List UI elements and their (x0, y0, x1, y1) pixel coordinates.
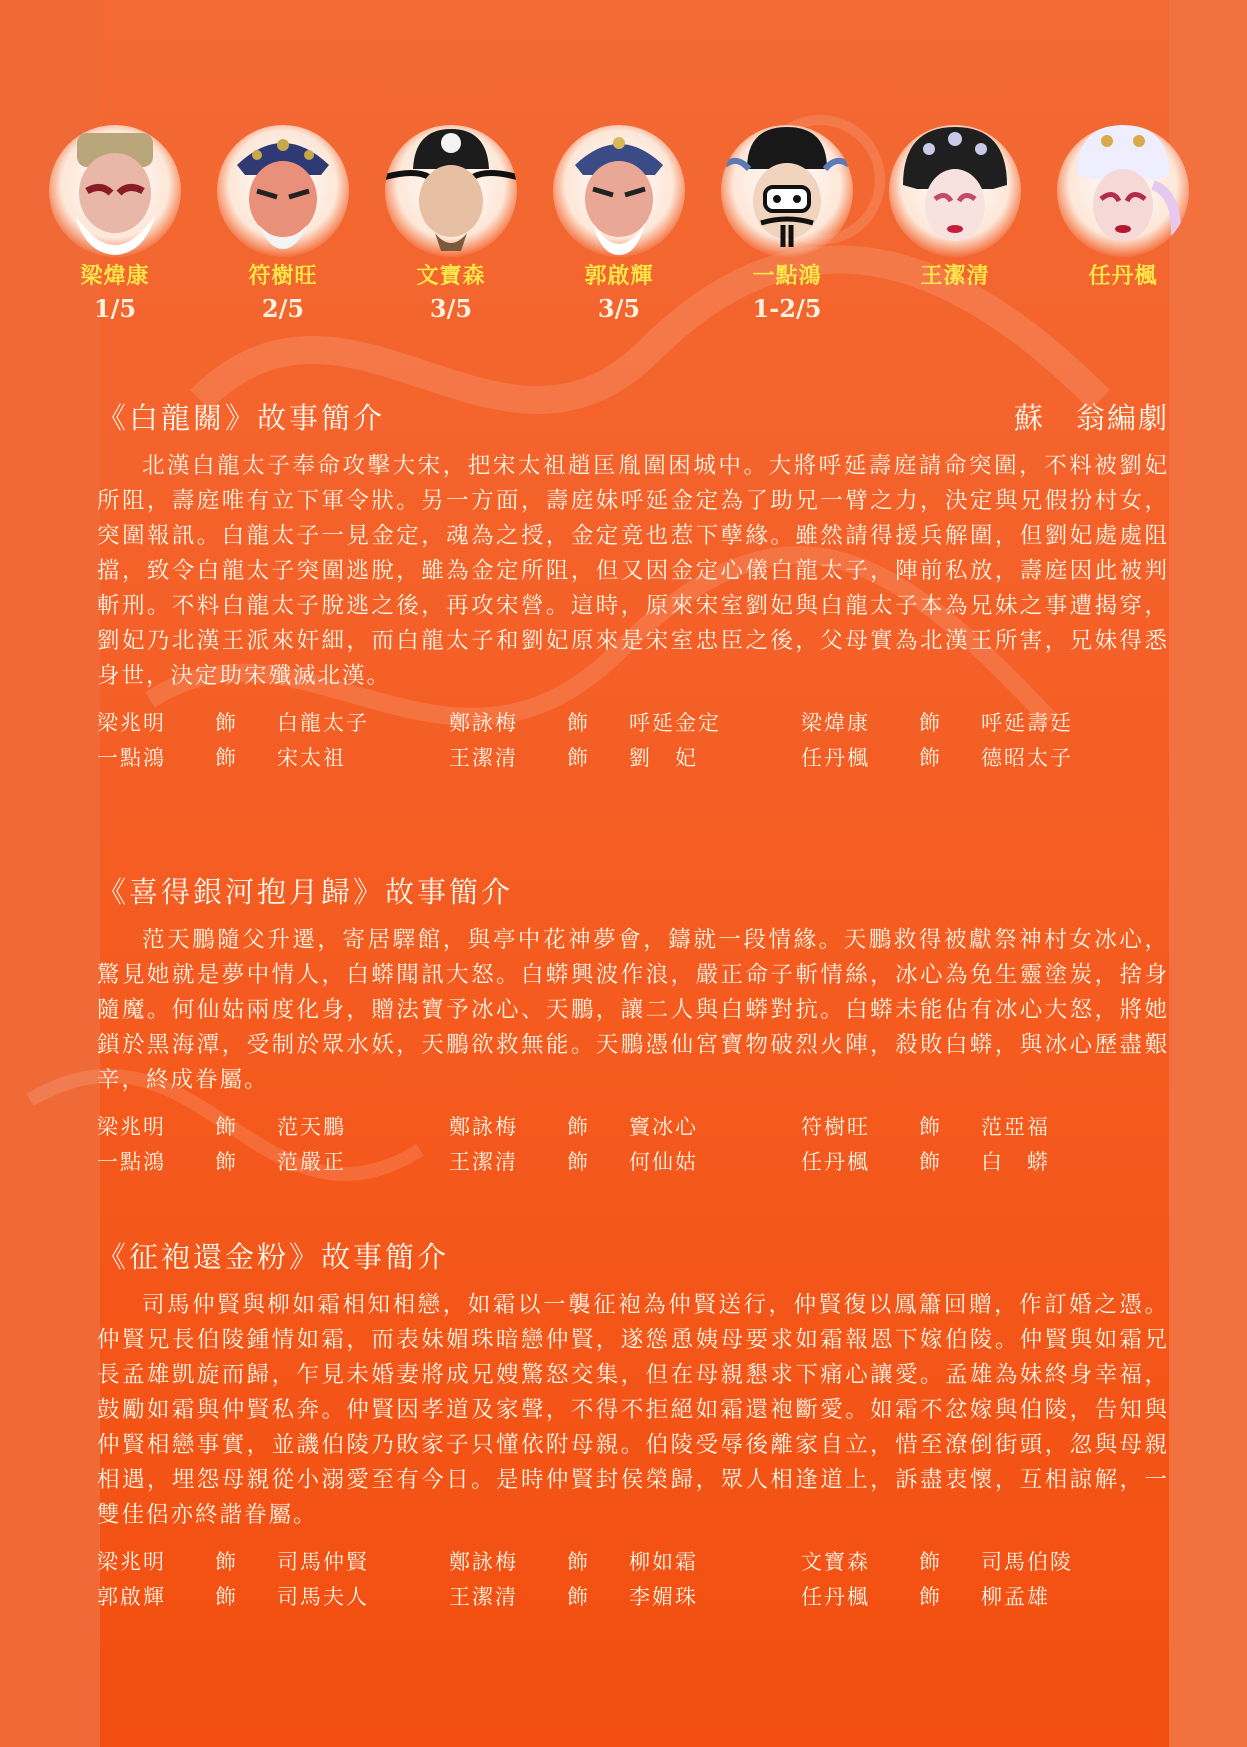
cast-actor: 符樹旺 (801, 1115, 870, 1139)
performer-date: 2/5 (261, 294, 305, 323)
cast-line (97, 741, 1169, 776)
cast-actor: 梁兆明 (97, 1550, 166, 1574)
performer-name: 文寶森 (416, 264, 486, 289)
cast-entry (97, 1545, 449, 1580)
cast-actor: 一點鴻 (97, 1150, 166, 1174)
cast-actor: 任丹楓 (801, 1150, 870, 1174)
performer-name: 任丹楓 (1088, 264, 1158, 289)
section-synopsis: 北漢白龍太子奉命攻擊大宋，把宋太祖趙匡胤圍困城中。大將呼延壽庭請命突圍，不料被劉妃所阻，壽庭唯有立下軍令狀。另一方面，壽庭妹呼延金定為了助兄一臂之力，決定與兄假扮村女，突圍報訊。白龍太子一見金定，魂為之授，金定竟也惹下孽緣。雖然請得援兵解圍，但劉妃處處阻擋，致令白龍太子突圍逃脫，雖為金定所阻，但又因金定心儀白龍太子，陣前私放，壽庭因此被判斬刑。不料白龍太子脫逃之後，再攻宋營。這時，原來宋室劉妃與白龍太子本為兄妹之事遭揭穿，劉妃乃北漢王派來奸細，而白龍太子和劉妃原來是宋室忠臣之後，父母實為北漢王所害，兄妹得悉身世，決定助宋殲滅北漢。 (97, 453, 1169, 689)
cast-role: 柳如霜 (629, 1550, 698, 1574)
cast-list (97, 706, 1169, 776)
performer-name: 梁煒康 (80, 264, 150, 289)
cast-entry (801, 1580, 1153, 1615)
cast-role: 司馬仲賢 (277, 1550, 369, 1574)
cast-verb: 飾 (919, 711, 942, 735)
cast-actor: 鄭詠梅 (449, 711, 518, 735)
cast-role: 德昭太子 (981, 746, 1073, 770)
cast-verb: 飾 (919, 1150, 942, 1174)
section-synopsis: 范天鵬隨父升遷，寄居驛館，與亭中花神夢會，鑄就一段情緣。天鵬救得被獻祭神村女冰心，驚見她就是夢中情人，白蟒聞訊大怒。白蟒興波作浪，嚴正命子斬情絲，冰心為免生靈塗炭，捨身隨魔。何仙姑兩度化身，贈法寶予冰心、天鵬，讓二人與白蟒對抗。白蟒未能佔有冰心大怒，將她鎖於黑海潭，受制於眾水妖，天鵬欲救無能。天鵬憑仙宮寶物破烈火陣，殺敗白蟒，與冰心歷盡艱辛，終成眷屬。 (97, 927, 1169, 1093)
performer-name: 一點鴻 (752, 264, 822, 289)
cast-entry (449, 1145, 801, 1180)
opera-face-portrait (721, 125, 853, 257)
cast-role: 劉 妃 (629, 746, 698, 770)
performer-1 (40, 125, 190, 323)
cast-entry (449, 1110, 801, 1145)
opera-face-portrait (553, 125, 685, 257)
cast-role: 司馬伯陵 (981, 1550, 1073, 1574)
cast-verb: 飾 (919, 1115, 942, 1139)
cast-verb: 飾 (215, 1115, 238, 1139)
cast-verb: 飾 (567, 711, 590, 735)
cast-verb: 飾 (919, 1550, 942, 1574)
cast-actor: 文寶森 (801, 1550, 870, 1574)
section-author: 蘇 翁編劇 (1013, 401, 1169, 435)
opera-face-portrait (49, 125, 181, 257)
cast-line (97, 706, 1169, 741)
performer-2 (208, 125, 358, 323)
cast-role: 呼延壽廷 (981, 711, 1073, 735)
section-title: 《喜得銀河抱月歸》故事簡介 (97, 875, 514, 909)
section-title: 《白龍關》故事簡介 (97, 401, 386, 435)
performer-5 (712, 125, 862, 323)
performer-name: 符樹旺 (248, 264, 318, 289)
cast-role: 宋太祖 (277, 746, 346, 770)
cast-verb: 飾 (567, 1150, 590, 1174)
cast-list (97, 1545, 1169, 1615)
section-synopsis: 司馬仲賢與柳如霜相知相戀，如霜以一襲征袍為仲賢送行，仲賢復以鳳簫回贈，作訂婚之憑。仲賢兄長伯陵鍾情如霜，而表妹媚珠暗戀仲賢，遂慫恿姨母要求如霜報恩下嫁伯陵。仲賢與如霜兄長孟雄凱旋而歸，乍見未婚妻將成兄嫂驚怒交集，但在母親懇求下痛心讓愛。孟雄為妹終身幸福，鼓勵如霜與仲賢私奔。仲賢因孝道及家聲，不得不拒絕如霜還袍斷愛。如霜不忿嫁與伯陵，告知與仲賢相戀事實，並譏伯陵乃敗家子只懂依附母親。伯陵受辱後離家自立，惜至潦倒街頭，忽與母親相遇，埋怨母親從小溺愛至有今日。是時仲賢封侯榮歸，眾人相逢道上，訴盡衷懷，互相諒解，一雙佳侶亦終諧眷屬。 (97, 1292, 1169, 1528)
synopsis-section-1 (97, 396, 1169, 776)
synopsis-section-3 (97, 1235, 1169, 1615)
performer-name: 王潔清 (920, 264, 990, 289)
cast-actor: 一點鴻 (97, 746, 166, 770)
cast-entry (801, 1110, 1153, 1145)
cast-entry (449, 741, 801, 776)
performer-date: 3/5 (597, 294, 641, 323)
cast-actor: 任丹楓 (801, 746, 870, 770)
performer-4 (544, 125, 694, 323)
cast-entry (801, 741, 1153, 776)
cast-actor: 梁兆明 (97, 1115, 166, 1139)
cast-role: 李媚珠 (629, 1585, 698, 1609)
cast-role: 白龍太子 (277, 711, 369, 735)
cast-verb: 飾 (567, 1585, 590, 1609)
cast-entry (449, 1545, 801, 1580)
cast-role: 柳孟雄 (981, 1585, 1050, 1609)
cast-role: 呼延金定 (629, 711, 721, 735)
cast-actor: 鄭詠梅 (449, 1115, 518, 1139)
cast-actor: 王潔清 (449, 1150, 518, 1174)
cast-verb: 飾 (567, 1550, 590, 1574)
cast-role: 范亞福 (981, 1115, 1050, 1139)
section-title: 《征袍還金粉》故事簡介 (97, 1240, 450, 1274)
cast-role: 范天鵬 (277, 1115, 346, 1139)
cast-role: 范嚴正 (277, 1150, 346, 1174)
cast-actor: 王潔清 (449, 1585, 518, 1609)
cast-verb: 飾 (567, 746, 590, 770)
cast-verb: 飾 (567, 1115, 590, 1139)
cast-entry (97, 741, 449, 776)
performer-7 (1048, 125, 1198, 294)
opera-face-portrait (1057, 125, 1189, 257)
performer-portrait-row (40, 125, 1210, 335)
cast-entry (801, 706, 1153, 741)
performer-date: 1-2/5 (752, 294, 822, 323)
cast-line (97, 1545, 1169, 1580)
opera-face-portrait (889, 125, 1021, 257)
cast-entry (97, 1110, 449, 1145)
cast-actor: 郭啟輝 (97, 1585, 166, 1609)
cast-entry (97, 1580, 449, 1615)
cast-actor: 梁煒康 (801, 711, 870, 735)
cast-entry (449, 706, 801, 741)
cast-actor: 任丹楓 (801, 1585, 870, 1609)
cast-entry (449, 1580, 801, 1615)
cast-verb: 飾 (215, 711, 238, 735)
cast-line (97, 1580, 1169, 1615)
cast-line (97, 1110, 1169, 1145)
cast-role: 司馬夫人 (277, 1585, 369, 1609)
cast-role: 何仙姑 (629, 1150, 698, 1174)
cast-list (97, 1110, 1169, 1180)
cast-verb: 飾 (919, 1585, 942, 1609)
performer-6 (880, 125, 1030, 294)
cast-verb: 飾 (215, 1550, 238, 1574)
performer-date: 3/5 (429, 294, 473, 323)
performer-name: 郭啟輝 (584, 264, 654, 289)
cast-role: 竇冰心 (629, 1115, 698, 1139)
synopsis-section-2 (97, 870, 1169, 1180)
cast-entry (801, 1145, 1153, 1180)
cast-role: 白 蟒 (981, 1150, 1050, 1174)
cast-entry (97, 1145, 449, 1180)
cast-actor: 鄭詠梅 (449, 1550, 518, 1574)
cast-verb: 飾 (919, 746, 942, 770)
cast-verb: 飾 (215, 1585, 238, 1609)
performer-3 (376, 125, 526, 323)
cast-entry (97, 706, 449, 741)
performer-date: 1/5 (93, 294, 137, 323)
cast-verb: 飾 (215, 1150, 238, 1174)
opera-face-portrait (217, 125, 349, 257)
cast-actor: 王潔清 (449, 746, 518, 770)
cast-actor: 梁兆明 (97, 711, 166, 735)
cast-line (97, 1145, 1169, 1180)
opera-face-portrait (385, 125, 517, 257)
cast-entry (801, 1545, 1153, 1580)
cast-verb: 飾 (215, 746, 238, 770)
